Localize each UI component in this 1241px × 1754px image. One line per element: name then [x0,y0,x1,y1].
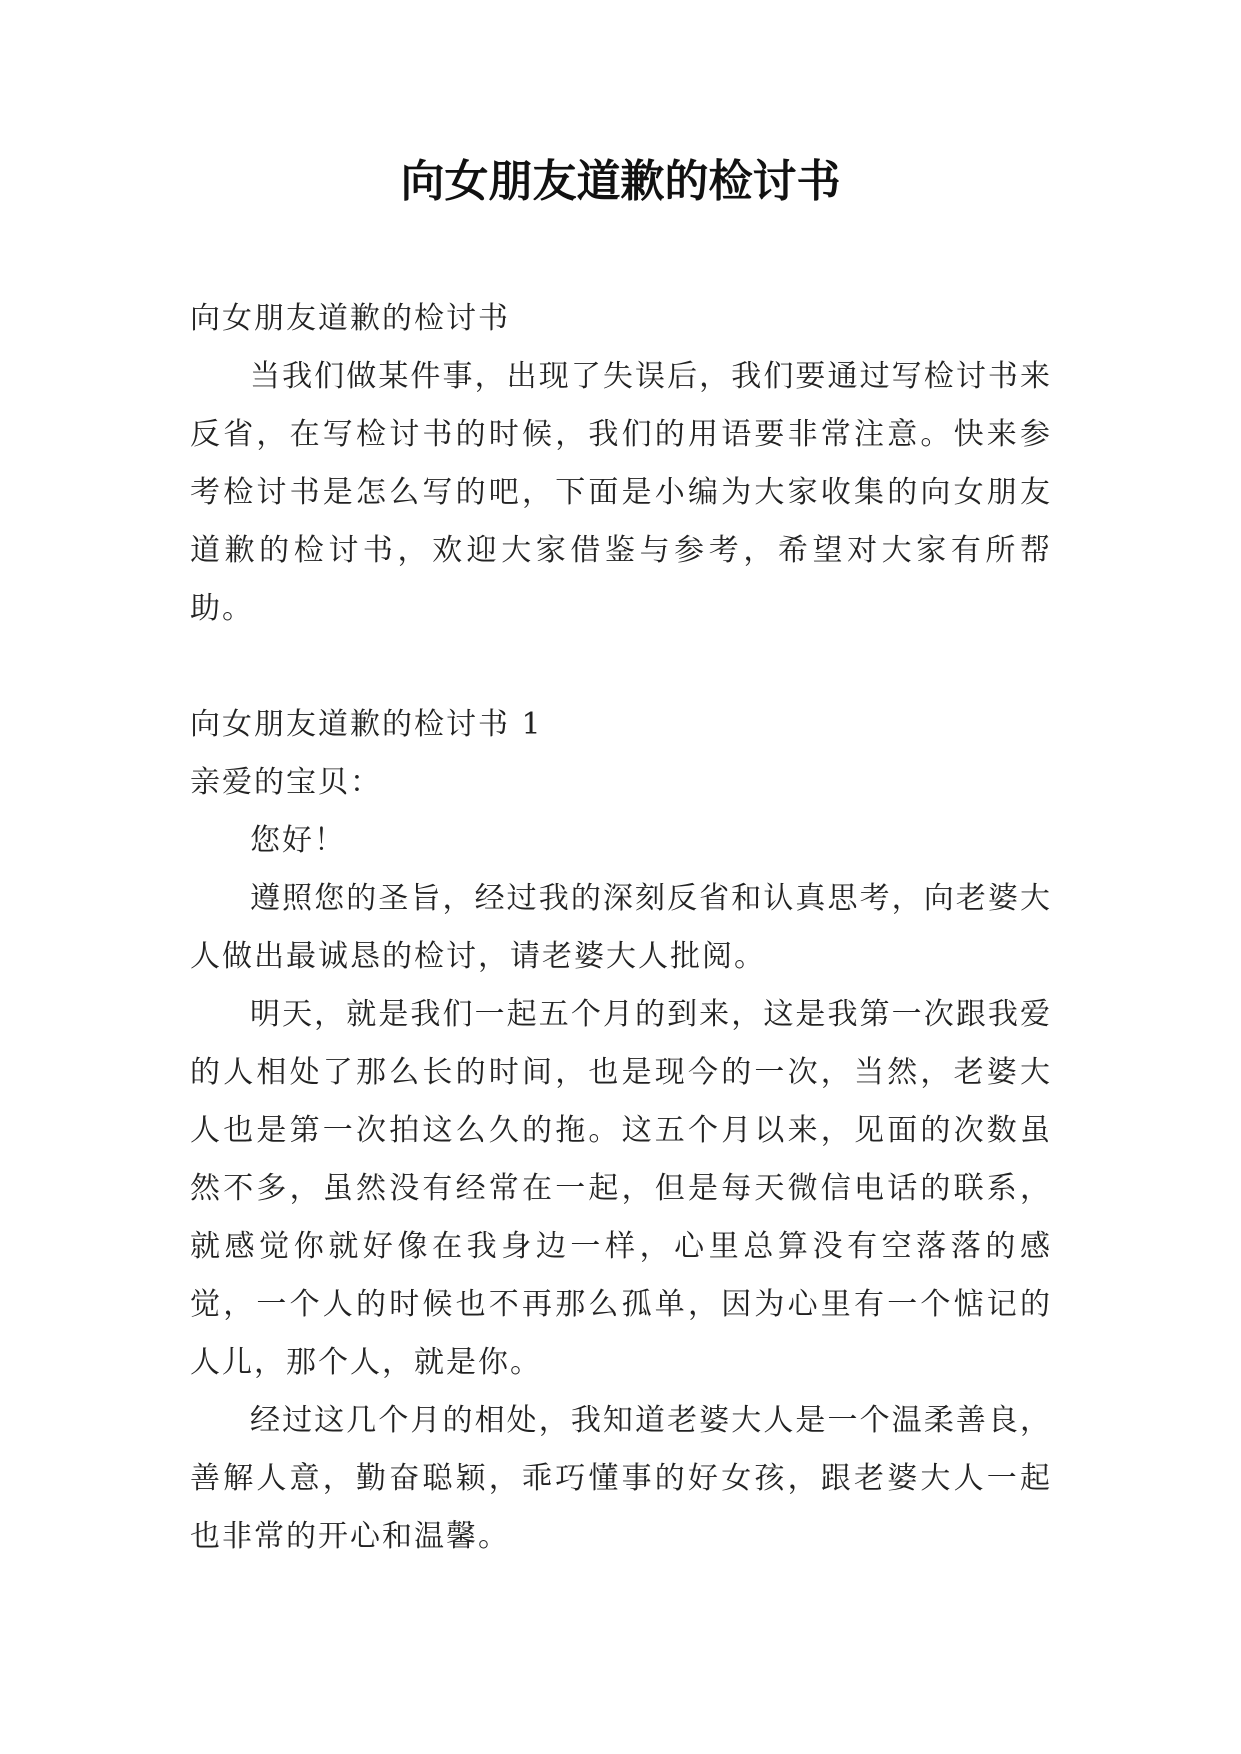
salutation: 亲爱的宝贝： [190,765,382,800]
body-paragraph: 经过这几个月的相处，我知道老婆大人是一个温柔善良，善解人意，勤奋聪颖，乖巧懂事的好女孩，跟老婆大人一起也非常的开心和温馨。 [190,1403,1052,1554]
document-title: 向女朋友道歉的检讨书 [400,156,841,207]
document-subtitle: 向女朋友道歉的检讨书 [190,301,510,336]
section-spacer [190,638,1052,696]
document-body [190,290,1052,1566]
section-title: 向女朋友道歉的检讨书 1 [190,707,543,742]
body-paragraph: 明天，就是我们一起五个月的到来，这是我第一次跟我爱的人相处了那么长的时间，也是现今的一次，当然，老婆大人也是第一次拍这么久的拖。这五个月以来，见面的次数虽然不多，虽然没有经常在一起，但是每天微信电话的联系，就感觉你就好像在我身边一样，心里总算没有空落落的感觉，一个人的时候也不再那么孤单，因为心里有一个惦记的人儿，那个人，就是你。 [190,997,1052,1380]
intro-paragraph: 当我们做某件事，出现了失误后，我们要通过写检讨书来反省，在写检讨书的时候，我们的用语要非常注意。快来参考检讨书是怎么写的吧，下面是小编为大家收集的向女朋友道歉的检讨书，欢迎大家借鉴与参考，希望对大家有所帮助。 [190,359,1052,626]
body-paragraph: 遵照您的圣旨，经过我的深刻反省和认真思考，向老婆大人做出最诚恳的检讨，请老婆大人批阅。 [190,881,1052,974]
greeting: 您好！ [250,823,346,858]
